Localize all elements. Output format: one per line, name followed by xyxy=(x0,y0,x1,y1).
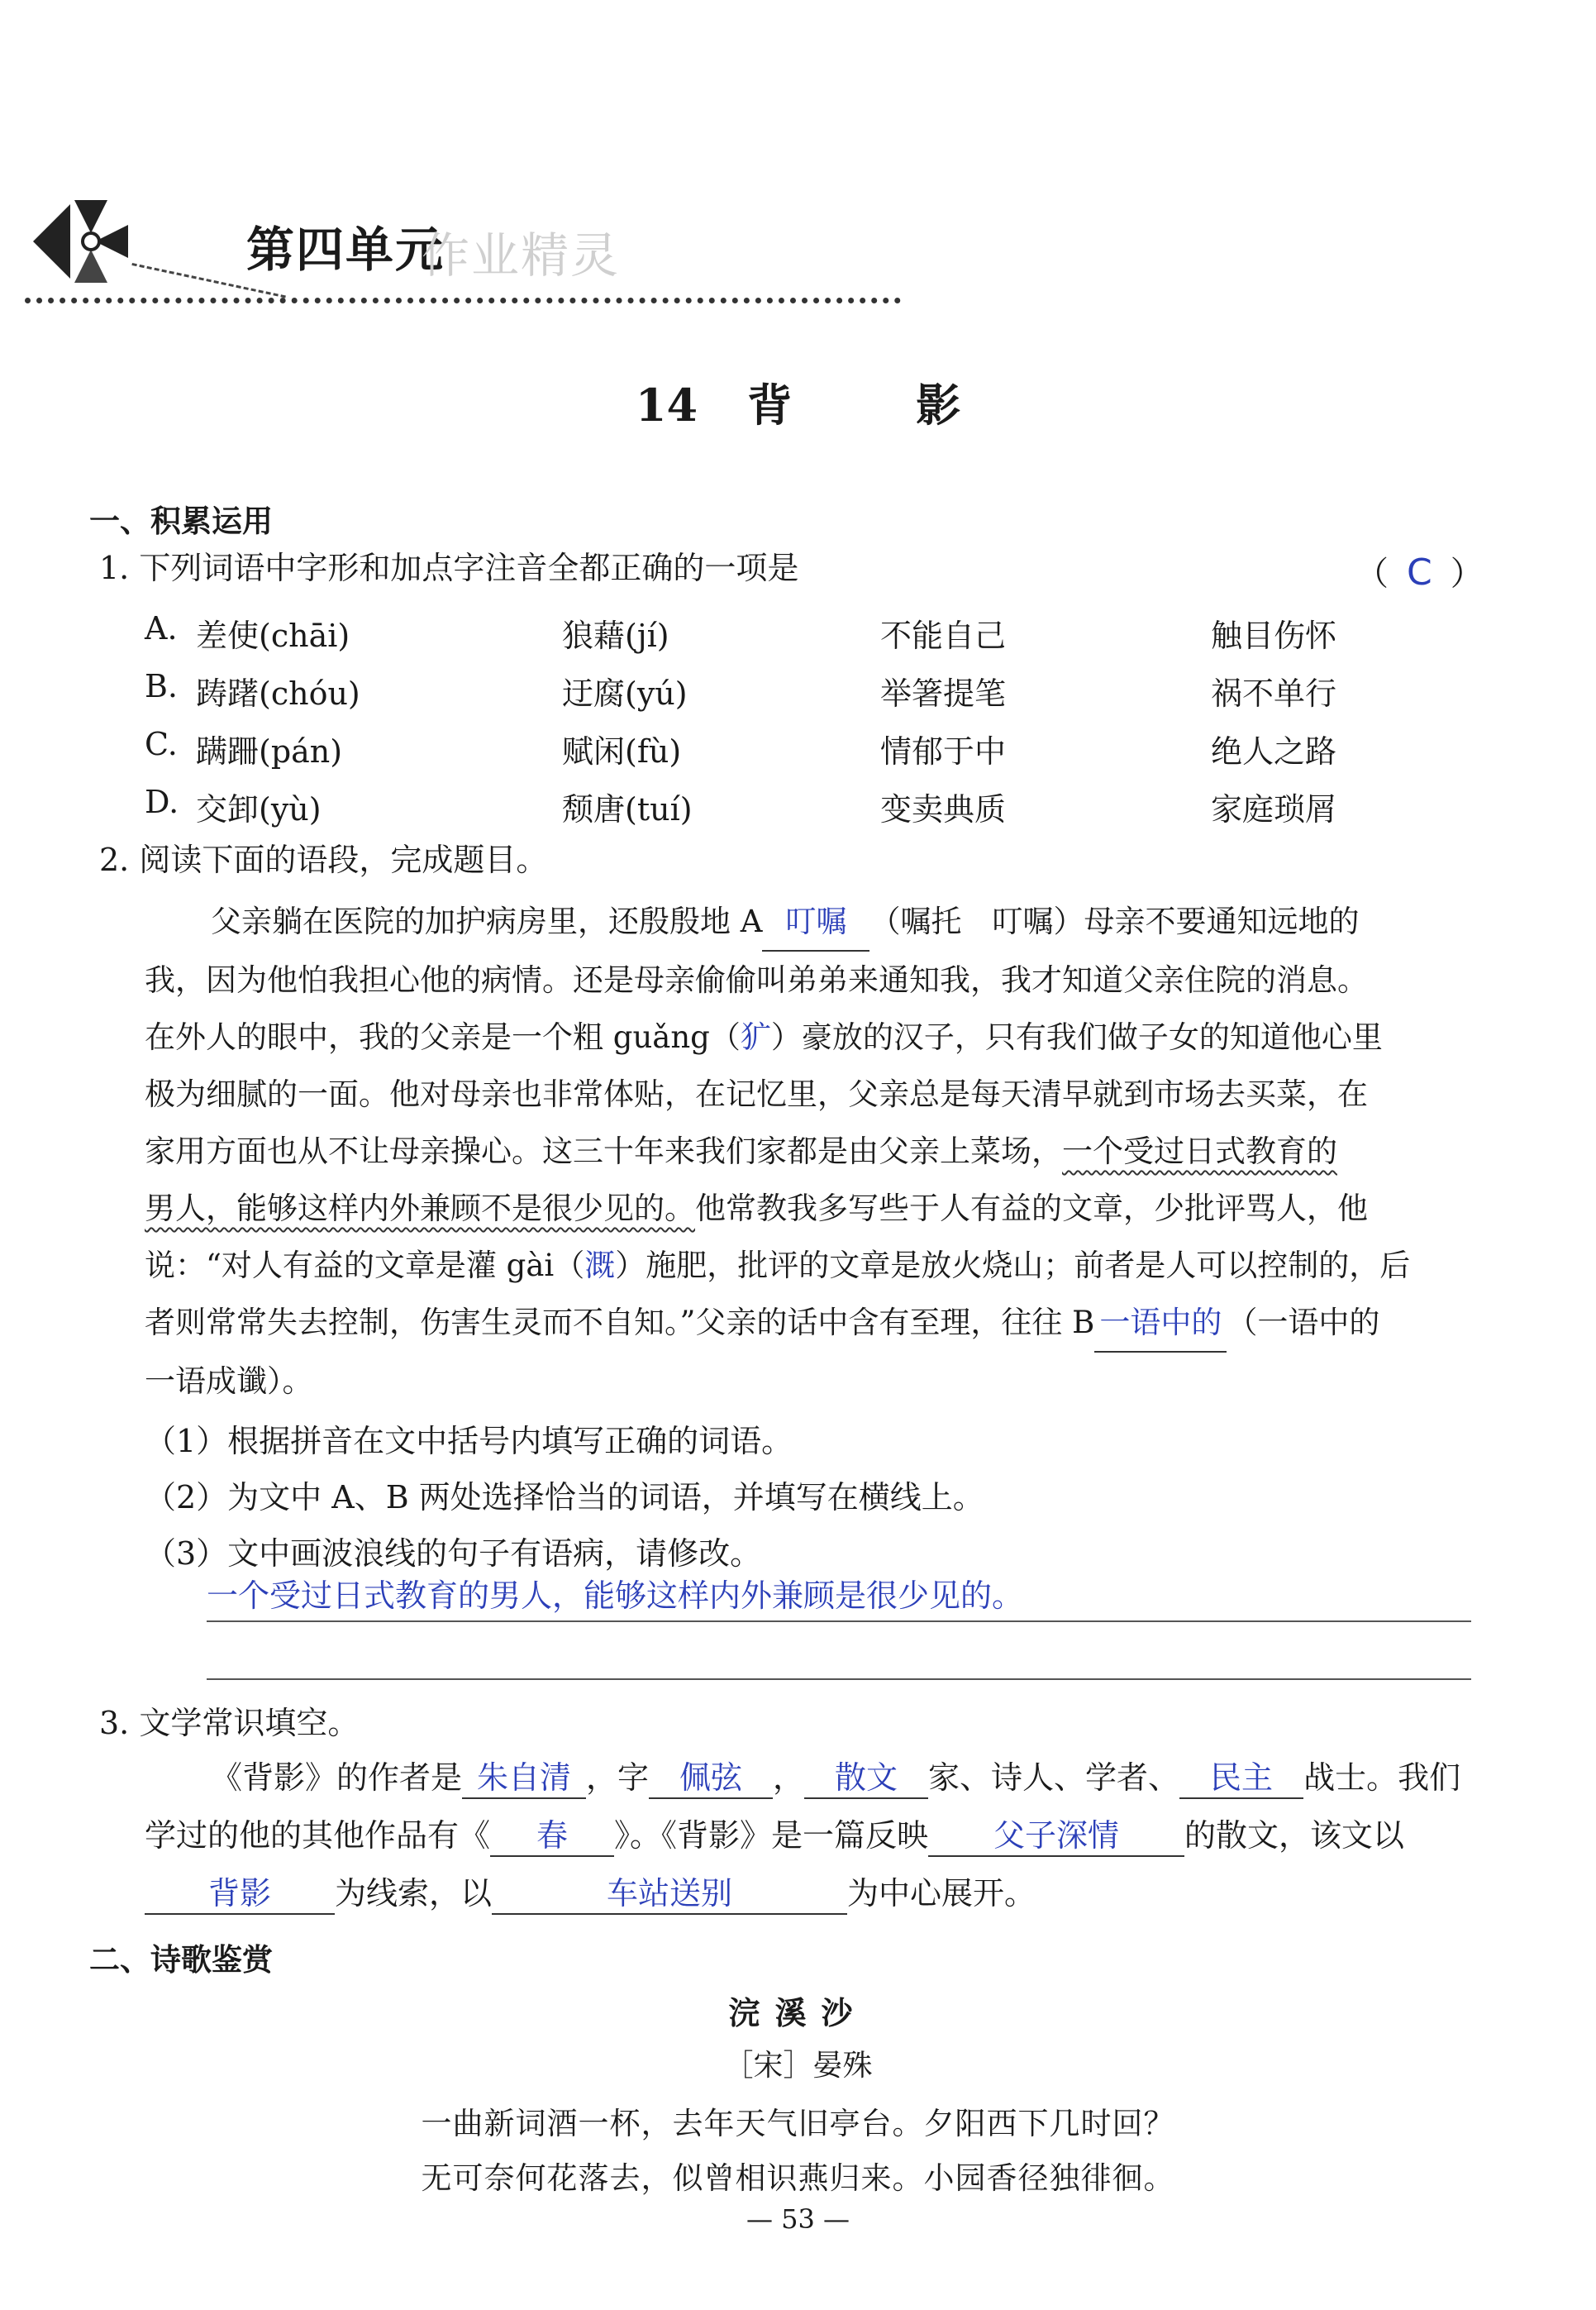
unit-title: 第四单元 xyxy=(246,222,445,278)
option-label: D. xyxy=(145,784,179,820)
option-item: 举箸提笔 xyxy=(880,675,1007,712)
q1-stem xyxy=(99,550,798,588)
option-item: 狼藉(jí) xyxy=(562,618,669,654)
passage-line xyxy=(145,1009,1459,1066)
blank-gai-answer: 溉 xyxy=(584,1248,616,1283)
bracket-close: ） xyxy=(1450,555,1484,593)
passage-text: 他常教我多写些于人有益的文章，少批评骂人，他 xyxy=(695,1191,1368,1226)
answer-fighter: 民主 xyxy=(1179,1759,1303,1799)
passage-line xyxy=(145,893,1459,952)
blank-a-answer: 叮嘱 xyxy=(762,893,869,952)
q3-stem-text: 文学常识填空。 xyxy=(139,1705,360,1741)
option-item: 绝人之路 xyxy=(1211,733,1337,770)
passage-line xyxy=(145,1180,1459,1237)
q3-number: 3. xyxy=(99,1705,130,1741)
option-item: 迂腐(yú) xyxy=(562,675,688,712)
q3-text: 为中心展开。 xyxy=(847,1875,1036,1911)
poem-line-1: 一曲新词酒一杯，去年天气旧亭台。夕阳西下几时回？ xyxy=(421,2106,1175,2141)
lesson-title-char-2: 影 xyxy=(916,379,961,432)
passage-line xyxy=(145,1123,1459,1180)
wavy-sentence: 一个受过日式教育的 xyxy=(1062,1134,1337,1169)
q3-text: 家、诗人、学者、 xyxy=(928,1759,1180,1796)
passage-line: 极为细腻的一面。他对母亲也非常体贴，在记忆里，父亲总是每天清早就到市场去买菜，在 xyxy=(145,1076,1368,1112)
q3-text: 为线索，以 xyxy=(335,1875,493,1911)
poem-author: ［宋］晏殊 xyxy=(723,2049,873,2083)
header-dotted-divider xyxy=(25,298,901,303)
answer-zi: 佩弦 xyxy=(649,1759,773,1799)
q2-sub3-answer: 一个受过日式教育的男人，能够这样内外兼顾是很少见的。 xyxy=(207,1577,1024,1614)
poem-line-2: 无可奈何花落去，似曾相识燕归来。小园香径独徘徊。 xyxy=(421,2160,1175,2196)
blank-b-answer: 一语中的 xyxy=(1094,1294,1227,1353)
passage-line xyxy=(145,1237,1459,1294)
option-label: B. xyxy=(145,668,179,704)
q3-text: 》。《背影》是一篇反映 xyxy=(614,1817,929,1854)
blank-guang-answer: 犷 xyxy=(740,1019,771,1055)
q2-sub2: （2）为文中 A、B 两处选择恰当的词语，并填写在横线上。 xyxy=(145,1479,984,1515)
passage-text: 父亲躺在医院的加护病房里，还殷殷地 A xyxy=(211,904,763,939)
option-label: A. xyxy=(145,610,178,647)
option-label: C. xyxy=(145,726,178,762)
q3-text: 战士。我们 xyxy=(1303,1759,1461,1796)
answer-genre: 散文 xyxy=(804,1759,928,1799)
section-heading-1: 一、积累运用 xyxy=(89,504,273,539)
lesson-number: 14 xyxy=(635,379,698,432)
option-item: 蹒跚(pán) xyxy=(196,733,343,770)
option-item: 交卸(yù) xyxy=(196,791,322,828)
unit-logo-icon xyxy=(25,192,141,291)
option-item: 赋闲(fù) xyxy=(562,733,682,770)
q3-text: ，字 xyxy=(586,1759,650,1796)
option-item: 祸不单行 xyxy=(1211,675,1337,712)
option-item: 差使(chāi) xyxy=(196,618,350,654)
answer-line-1 xyxy=(207,1620,1471,1622)
q1-option-c xyxy=(145,726,1467,770)
passage-text: （一语中的 xyxy=(1227,1305,1380,1340)
passage-text: ）豪放的汉子，只有我们做子女的知道他心里 xyxy=(770,1019,1383,1055)
option-item: 踌躇(chóu) xyxy=(196,675,360,712)
q3-text: 《背影》的作者是 xyxy=(211,1759,463,1796)
lesson-title-char-1: 背 xyxy=(747,379,793,432)
answer-clue: 背影 xyxy=(145,1875,335,1915)
q1-answer: C xyxy=(1407,551,1432,594)
passage-text: ）施肥，批评的文章是放火烧山；前者是人可以控制的，后 xyxy=(615,1248,1411,1283)
passage-text: 者则常常失去控制，伤害生灵而不自知。”父亲的话中含有至理，往往 B xyxy=(145,1305,1095,1340)
q3-text: ， xyxy=(773,1759,805,1796)
q1-option-d xyxy=(145,784,1467,828)
watermark: 作业精灵 xyxy=(422,227,621,284)
q1-option-a xyxy=(145,610,1467,654)
q3-text: 学过的他的其他作品有《 xyxy=(145,1817,491,1854)
q1-option-b xyxy=(145,668,1467,712)
passage-line: 我，因为他怕我担心他的病情。还是母亲偷偷叫弟弟来通知我，我才知道父亲住院的消息。 xyxy=(145,962,1368,998)
passage-text: （嘱托 叮嘱）母亲不要通知远地的 xyxy=(869,904,1360,939)
option-item: 颓唐(tuí) xyxy=(562,791,693,828)
option-item: 不能自己 xyxy=(880,618,1007,654)
q2-sub3: （3）文中画波浪线的句子有语病，请修改。 xyxy=(145,1535,762,1572)
section-heading-2: 二、诗歌鉴赏 xyxy=(89,1942,273,1978)
lesson-title xyxy=(0,370,1596,434)
q2-passage xyxy=(145,893,1459,1410)
answer-work: 春 xyxy=(490,1817,614,1857)
passage-text: 在外人的眼中，我的父亲是一个粗 guǎng（ xyxy=(145,1019,741,1055)
answer-line-2 xyxy=(207,1678,1471,1680)
q1-stem-text: 下列词语中字形和加点字注音全都正确的一项是 xyxy=(139,550,799,586)
answer-theme: 父子深情 xyxy=(928,1817,1184,1857)
q2-number: 2. xyxy=(99,842,130,878)
q3-line-2 xyxy=(145,1817,1404,1857)
option-item: 触目伤怀 xyxy=(1211,618,1337,654)
q2-stem xyxy=(99,842,547,880)
q3-text: 的散文，该文以 xyxy=(1184,1817,1405,1854)
q1-number: 1. xyxy=(99,550,130,586)
q3-line-3 xyxy=(145,1875,1036,1915)
page-number: — 53 — xyxy=(746,2203,850,2235)
option-item: 变卖典质 xyxy=(880,791,1007,828)
q3-line-1 xyxy=(211,1759,1460,1799)
option-item: 家庭琐屑 xyxy=(1211,791,1337,828)
answer-author: 朱自清 xyxy=(462,1759,586,1799)
poem-title: 浣溪沙 xyxy=(728,1995,868,2031)
passage-line: 一语成谶）。 xyxy=(145,1363,313,1399)
answer-center: 车站送别 xyxy=(492,1875,847,1915)
passage-text: 说：“对人有益的文章是灌 gài（ xyxy=(145,1248,585,1283)
q2-stem-text: 阅读下面的语段，完成题目。 xyxy=(139,842,548,878)
passage-text: 家用方面也从不让母亲操心。这三十年来我们家都是由父亲上菜场， xyxy=(145,1134,1062,1169)
wavy-sentence: 男人，能够这样内外兼顾不是很少见的。 xyxy=(145,1191,695,1226)
option-item: 情郁于中 xyxy=(880,733,1007,770)
q3-stem xyxy=(99,1705,359,1743)
passage-line xyxy=(145,1294,1459,1353)
bracket-open: （ xyxy=(1355,555,1389,593)
q1-answer-bracket xyxy=(1355,547,1484,594)
q2-sub1: （1）根据拼音在文中括号内填写正确的词语。 xyxy=(145,1423,793,1459)
